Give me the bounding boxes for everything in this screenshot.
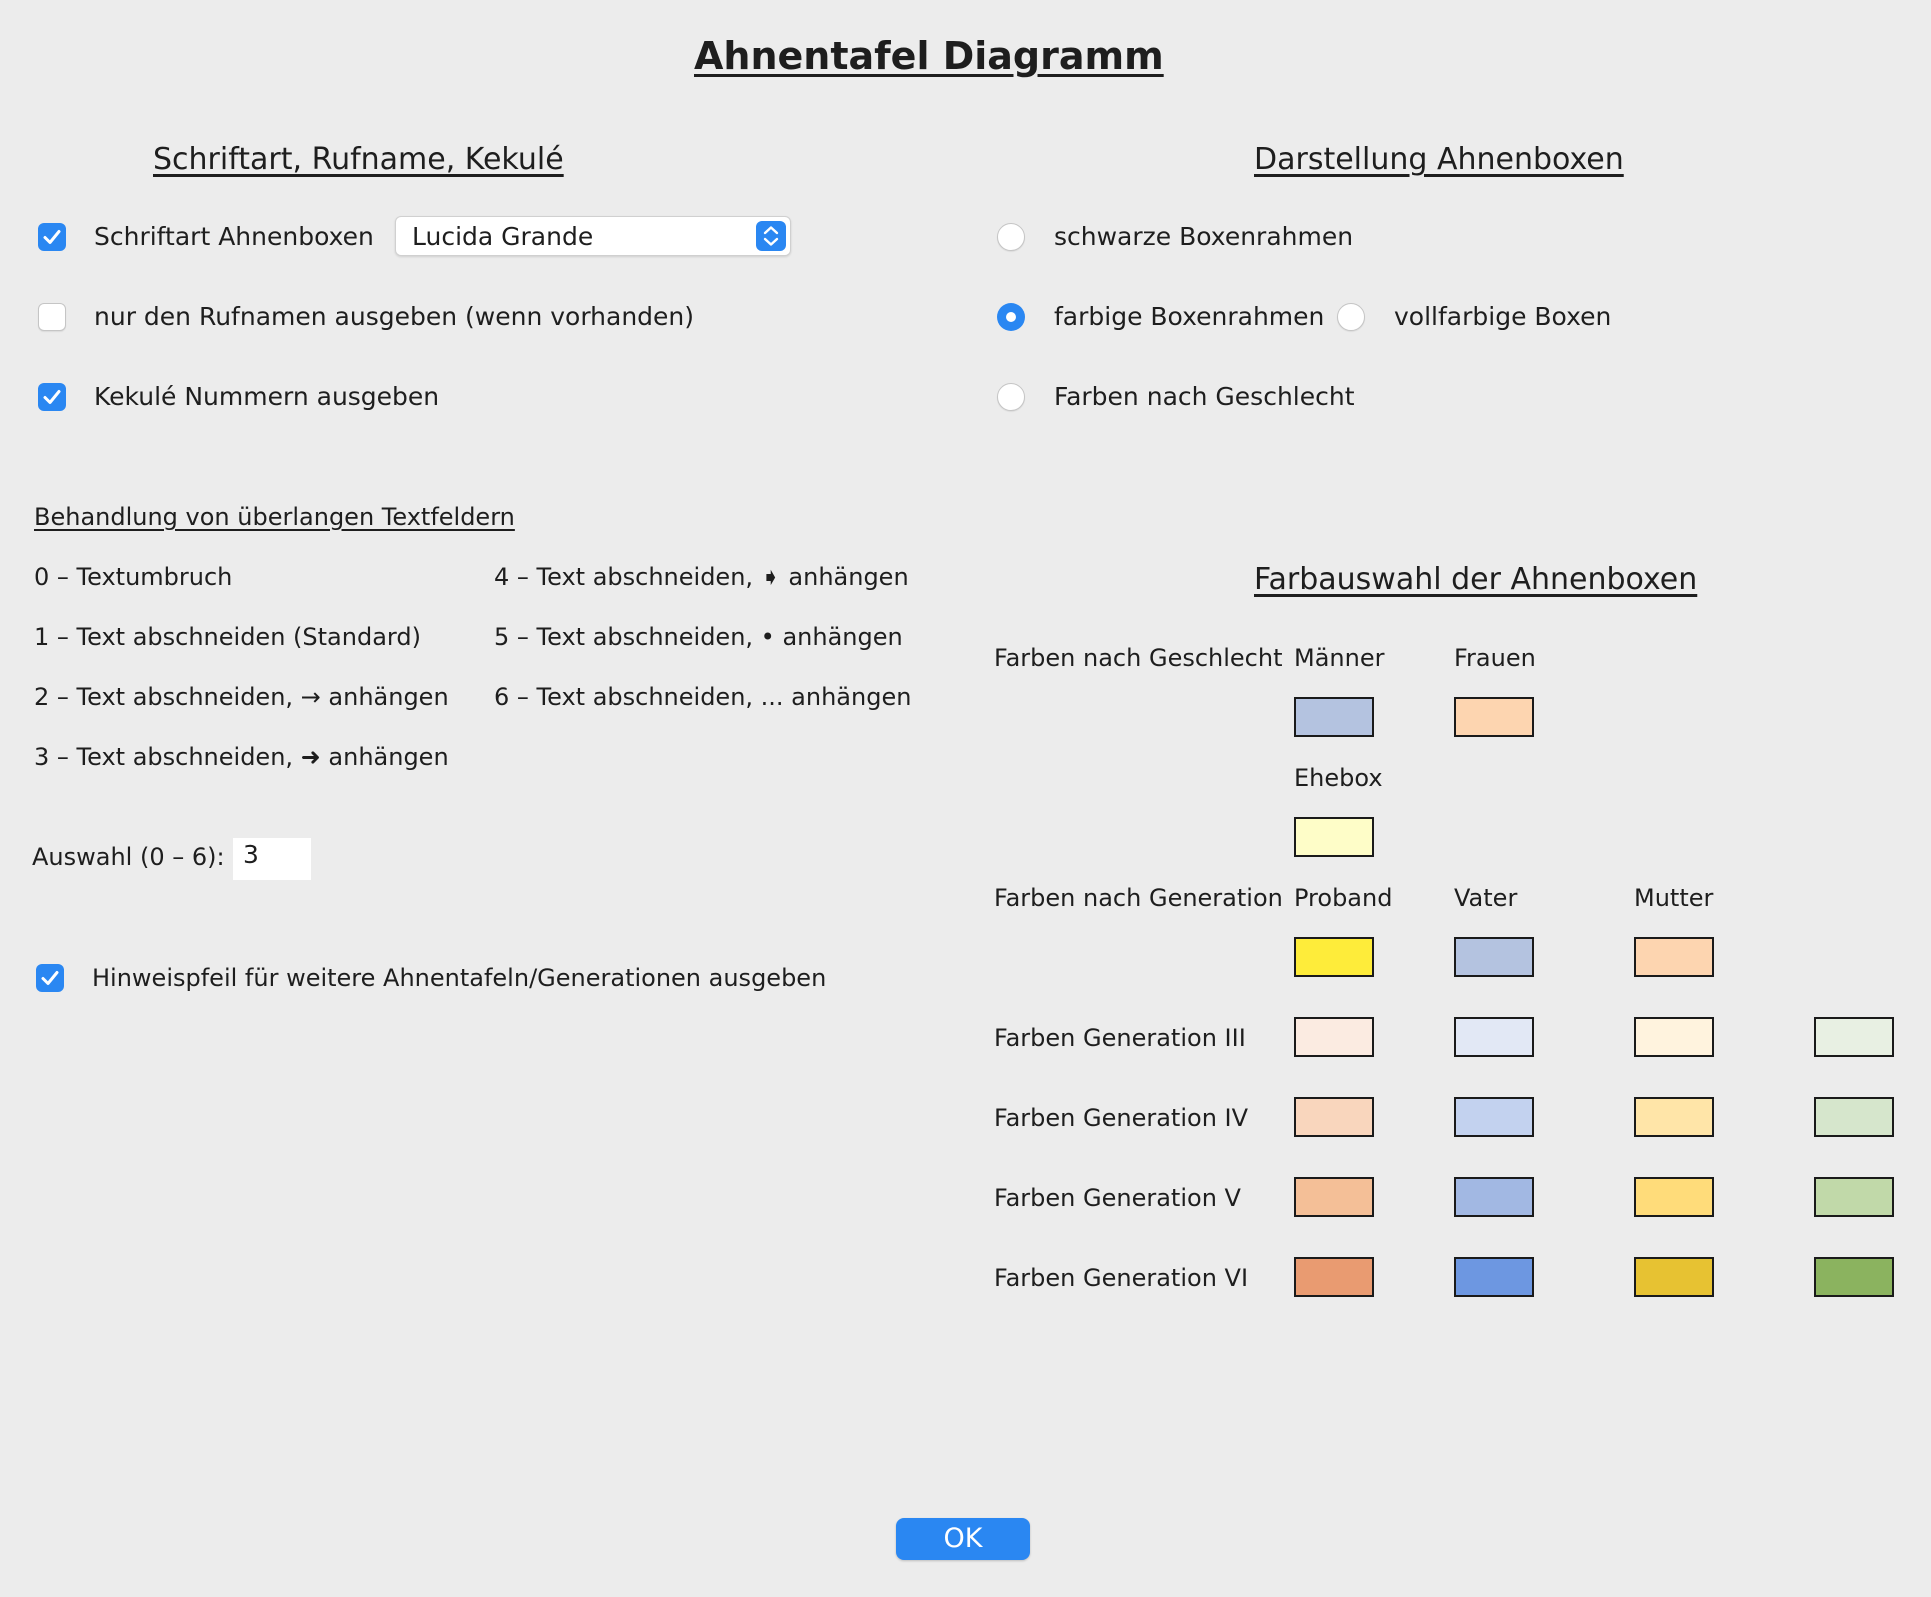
hinweis-checkbox-label: Hinweispfeil für weitere Ahnentafeln/Generationen ausgeben	[92, 964, 827, 992]
swatch-mutter[interactable]	[1634, 937, 1714, 977]
swatch-gen6-3[interactable]	[1634, 1257, 1714, 1297]
swatch-gen5-2[interactable]	[1454, 1177, 1534, 1217]
overflow-option-6: 6 – Text abschneiden, ... anhängen	[494, 683, 912, 711]
row-label-gen5: Farben Generation V	[994, 1184, 1241, 1212]
overflow-option-0: 0 – Textumbruch	[34, 563, 233, 591]
swatch-gen4-1[interactable]	[1294, 1097, 1374, 1137]
radio-gender-colors-label: Farben nach Geschlecht	[1054, 382, 1355, 411]
swatch-gen3-1[interactable]	[1294, 1017, 1374, 1057]
overflow-option-4: 4 – Text abschneiden, ➧ anhängen	[494, 563, 909, 591]
rufname-checkbox[interactable]	[38, 303, 66, 331]
row-label-gen6: Farben Generation VI	[994, 1264, 1249, 1292]
font-select[interactable]	[395, 216, 791, 256]
swatch-gen3-4[interactable]	[1814, 1017, 1894, 1057]
swatch-gen5-1[interactable]	[1294, 1177, 1374, 1217]
swatch-gen4-4[interactable]	[1814, 1097, 1894, 1137]
row-label-gen4: Farben Generation IV	[994, 1104, 1249, 1132]
col-label-vater: Vater	[1454, 884, 1518, 912]
checkmark-icon	[41, 386, 63, 408]
radio-gender-colors[interactable]	[997, 383, 1025, 411]
swatch-ehebox[interactable]	[1294, 817, 1374, 857]
auswahl-input-value: 3	[243, 840, 259, 869]
swatch-gen5-3[interactable]	[1634, 1177, 1714, 1217]
radio-full-colored-label: vollfarbige Boxen	[1394, 302, 1612, 331]
radio-full-colored[interactable]	[1337, 303, 1365, 331]
overflow-option-3: 3 – Text abschneiden, ➜ anhängen	[34, 743, 449, 771]
col-label-proband: Proband	[1294, 884, 1393, 912]
swatch-proband[interactable]	[1294, 937, 1374, 977]
swatch-gen3-3[interactable]	[1634, 1017, 1714, 1057]
swatch-frauen[interactable]	[1454, 697, 1534, 737]
color-section-heading: Farbauswahl der Ahnenboxen	[1254, 562, 1698, 597]
hinweis-checkbox[interactable]	[36, 964, 64, 992]
radio-black-frames-label: schwarze Boxenrahmen	[1054, 222, 1354, 251]
row-label-generation: Farben nach Generation	[994, 884, 1283, 912]
swatch-gen5-4[interactable]	[1814, 1177, 1894, 1217]
auswahl-input[interactable]	[233, 838, 311, 880]
radio-black-frames[interactable]	[997, 223, 1025, 251]
col-label-maenner: Männer	[1294, 644, 1385, 672]
overflow-option-5: 5 – Text abschneiden, • anhängen	[494, 623, 903, 651]
ok-button[interactable]: OK	[896, 1518, 1030, 1560]
overflow-option-1: 1 – Text abschneiden (Standard)	[34, 623, 421, 651]
row-label-gen3: Farben Generation III	[994, 1024, 1246, 1052]
col-label-frauen: Frauen	[1454, 644, 1536, 672]
overflow-section-heading: Behandlung von überlangen Textfeldern	[34, 503, 515, 531]
col-label-mutter: Mutter	[1634, 884, 1714, 912]
swatch-gen4-2[interactable]	[1454, 1097, 1534, 1137]
font-checkbox-label: Schriftart Ahnenboxen	[94, 222, 374, 251]
checkmark-icon	[41, 226, 63, 248]
col-label-ehebox: Ehebox	[1294, 764, 1383, 792]
radio-colored-frames[interactable]	[997, 303, 1025, 331]
swatch-gen6-4[interactable]	[1814, 1257, 1894, 1297]
font-section-heading: Schriftart, Rufname, Kekulé	[153, 142, 564, 177]
swatch-gen6-2[interactable]	[1454, 1257, 1534, 1297]
swatch-gen4-3[interactable]	[1634, 1097, 1714, 1137]
kekule-checkbox[interactable]	[38, 383, 66, 411]
auswahl-label: Auswahl (0 – 6):	[32, 843, 225, 871]
display-section-heading: Darstellung Ahnenboxen	[1254, 142, 1624, 177]
swatch-gen6-1[interactable]	[1294, 1257, 1374, 1297]
updown-chevron-icon	[756, 221, 786, 251]
dialog-title: Ahnentafel Diagramm	[694, 34, 1164, 78]
overflow-option-2: 2 – Text abschneiden, → anhängen	[34, 683, 449, 711]
font-checkbox[interactable]	[38, 223, 66, 251]
font-select-value: Lucida Grande	[412, 222, 594, 251]
swatch-maenner[interactable]	[1294, 697, 1374, 737]
checkmark-icon	[39, 967, 61, 989]
row-label-gender: Farben nach Geschlecht	[994, 644, 1283, 672]
kekule-checkbox-label: Kekulé Nummern ausgeben	[94, 382, 440, 411]
swatch-vater[interactable]	[1454, 937, 1534, 977]
radio-colored-frames-label: farbige Boxenrahmen	[1054, 302, 1325, 331]
rufname-checkbox-label: nur den Rufnamen ausgeben (wenn vorhanden)	[94, 302, 695, 331]
swatch-gen3-2[interactable]	[1454, 1017, 1534, 1057]
